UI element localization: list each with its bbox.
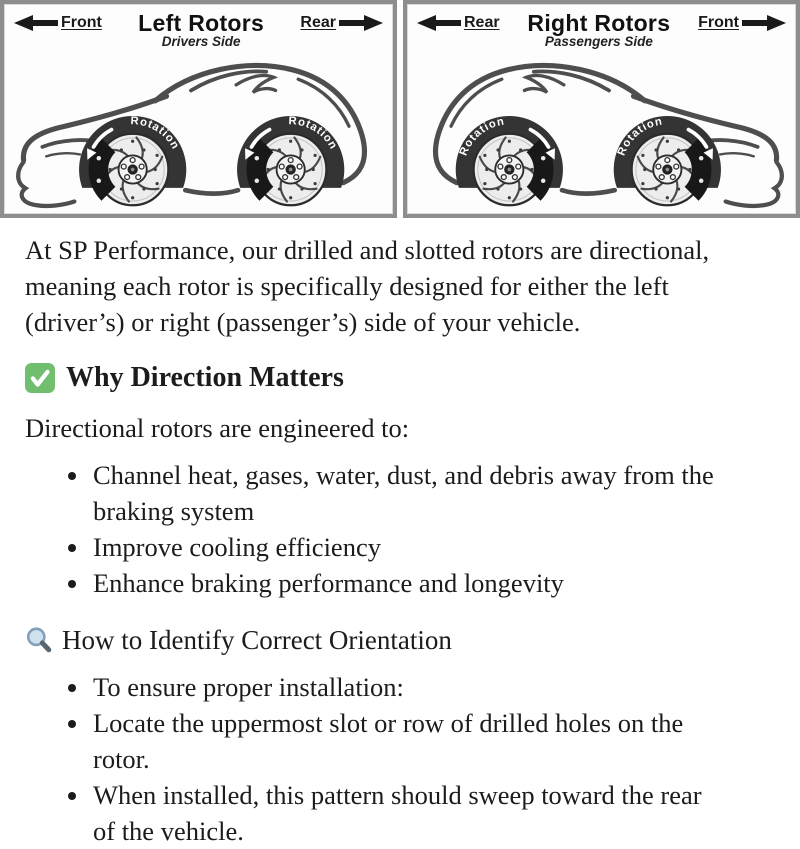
rear-direction-indicator xyxy=(417,14,500,32)
rotation-label: Rotation xyxy=(615,115,664,158)
engineered-to-lead: Directional rotors are engineered to: xyxy=(25,413,410,444)
magnifying-glass-icon xyxy=(25,626,54,655)
orientation-list xyxy=(25,669,726,849)
front-direction-indicator xyxy=(698,14,786,32)
arrow-right-icon xyxy=(742,15,786,31)
right-panel-title-block xyxy=(527,12,670,49)
front-direction-indicator xyxy=(14,14,102,32)
list-item: • Locate the uppermost slot or row of drilled holes on the rotor. xyxy=(91,705,726,777)
check-mark-icon xyxy=(25,363,55,393)
list-item: • When installed, this pattern should sweep toward the rear of the vehicle. xyxy=(91,777,726,849)
rear-direction-indicator xyxy=(300,14,383,32)
orientation-heading-text: How to Identify Correct Orientation xyxy=(62,625,452,656)
list-item: • Channel heat, gases, water, dust, and debris away from the braking system xyxy=(91,457,726,529)
rotation-label: Rotation xyxy=(130,115,182,152)
left-rotors-panel xyxy=(0,0,397,218)
benefits-list xyxy=(25,457,726,601)
rotation-label: Rotation xyxy=(288,115,340,152)
rear-label: Rear xyxy=(300,14,336,31)
left-panel-title-block xyxy=(138,12,264,49)
why-direction-heading-text: Why Direction Matters xyxy=(66,362,344,394)
right-car-illustration xyxy=(407,51,796,209)
arrow-left-icon xyxy=(14,15,58,31)
rotation-label: Rotation xyxy=(457,115,506,158)
right-panel-subtitle: Passengers Side xyxy=(544,34,653,50)
orientation-heading xyxy=(25,625,726,656)
arrow-right-icon xyxy=(339,15,383,31)
left-panel-header xyxy=(4,4,393,49)
rotor-direction-diagram xyxy=(0,0,800,218)
left-panel-title: Left Rotors xyxy=(138,10,265,36)
why-direction-heading xyxy=(25,362,726,394)
right-rotors-panel xyxy=(403,0,800,218)
front-label: Front xyxy=(61,14,102,31)
left-car-illustration xyxy=(4,51,393,209)
rear-label: Rear xyxy=(464,14,500,31)
right-panel-title: Right Rotors xyxy=(527,10,671,36)
right-panel-header xyxy=(407,4,796,49)
list-item: • Improve cooling efficiency xyxy=(91,529,726,565)
left-panel-subtitle: Drivers Side xyxy=(161,34,241,50)
front-label: Front xyxy=(698,14,739,31)
article-content xyxy=(0,232,726,849)
arrow-left-icon xyxy=(417,15,461,31)
list-item: • Enhance braking performance and longevity xyxy=(91,565,726,601)
list-item: • To ensure proper installation: xyxy=(91,669,726,705)
intro-paragraph: At SP Performance, our drilled and slotted rotors are directional, meaning each rotor is specifically designed for either the left (driver’s) or right (passenger’s) side of your vehicle. xyxy=(25,235,710,338)
